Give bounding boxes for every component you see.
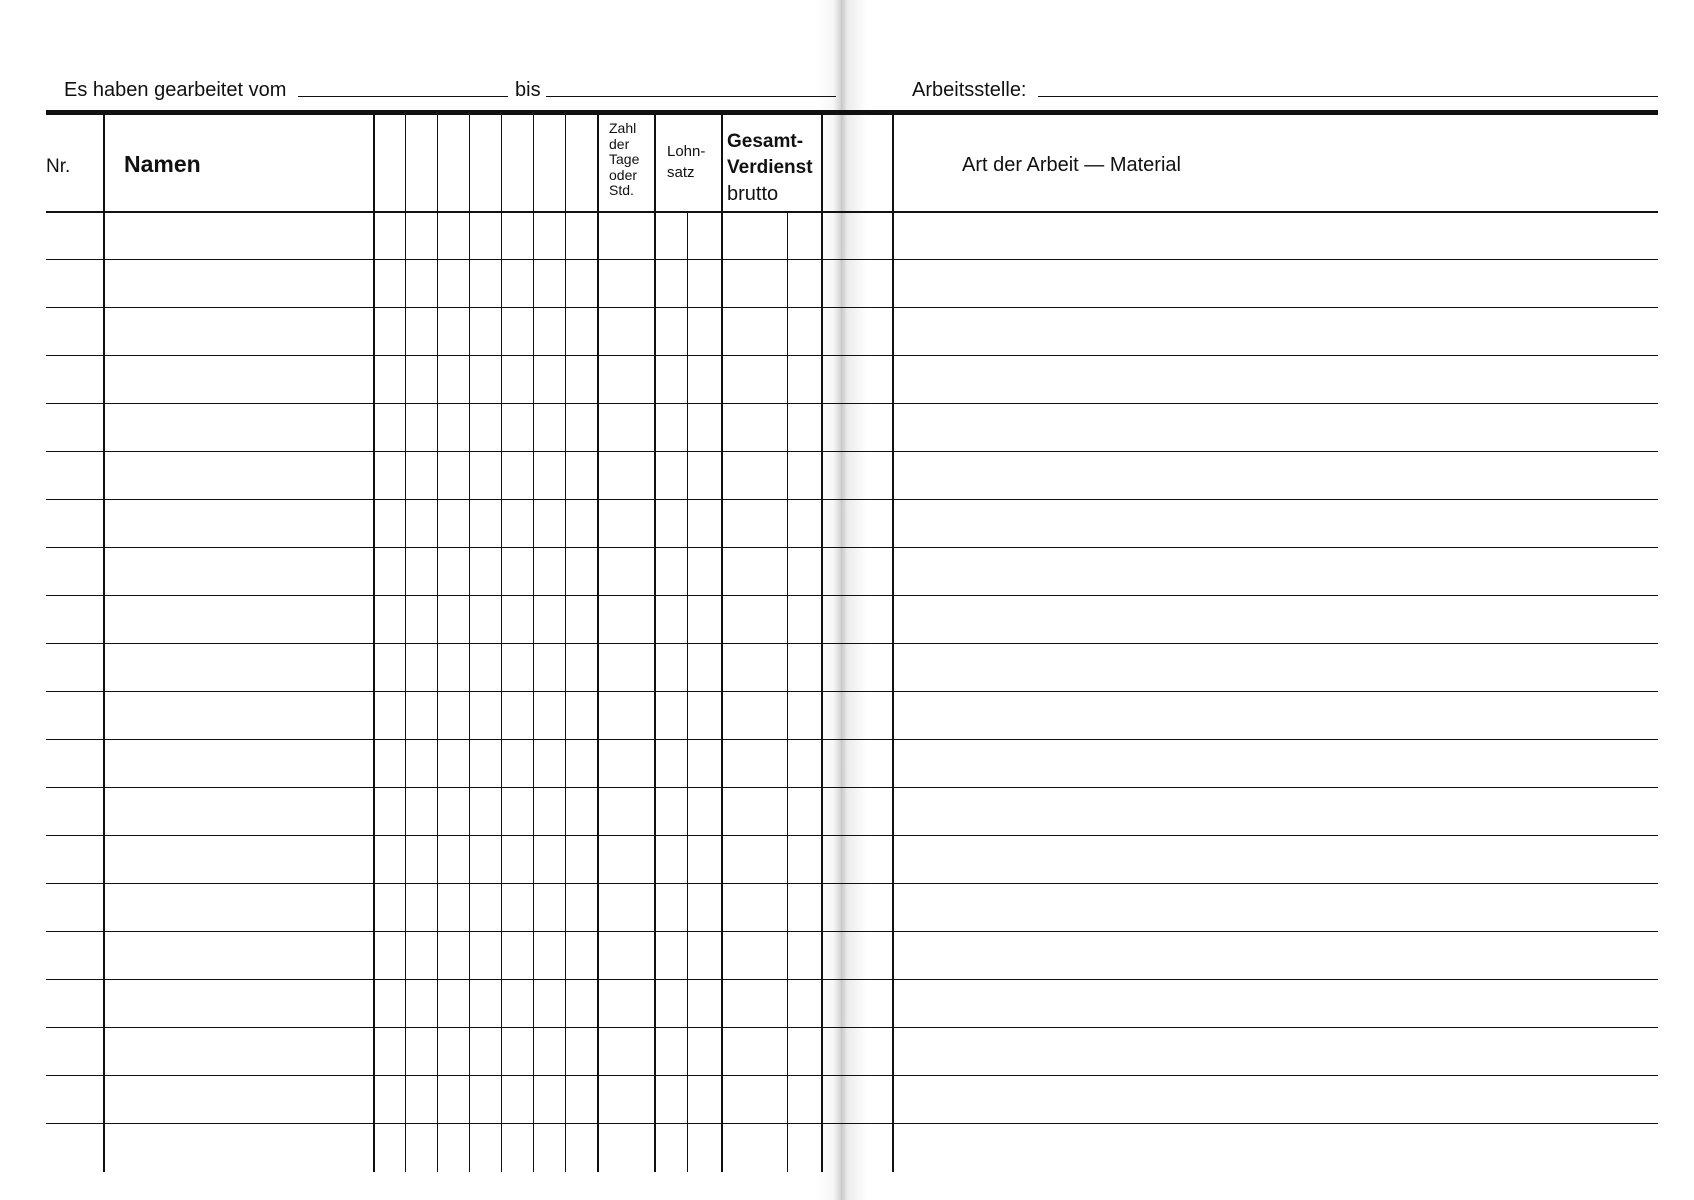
row-line (46, 259, 1658, 260)
row-line (46, 1027, 1658, 1028)
col-day-divider (565, 110, 566, 1172)
wage-rate-header (667, 141, 705, 183)
row-line (46, 307, 1658, 308)
nr-header: Nr. (46, 156, 71, 177)
workplace-label: Arbeitsstelle: (912, 79, 1027, 101)
row-line (46, 499, 1658, 500)
date-until-field[interactable] (546, 96, 836, 97)
col-rate-sub (687, 211, 688, 1172)
days-hours-line-4: oder (609, 166, 638, 183)
col-total-sub (787, 211, 788, 1172)
until-label: bis (515, 79, 541, 101)
row-line (46, 1075, 1658, 1076)
total-earnings-line-2: Verdienst (727, 157, 813, 178)
col-nr-names (103, 110, 105, 1172)
row-line (46, 691, 1658, 692)
row-line (46, 883, 1658, 884)
row-line (46, 979, 1658, 980)
row-line (46, 787, 1658, 788)
total-earnings-header (727, 129, 813, 207)
col-day-divider (437, 110, 438, 1172)
row-line (46, 451, 1658, 452)
col-right-page-margin (892, 110, 894, 1172)
col-day-divider (501, 110, 502, 1172)
row-line (46, 403, 1658, 404)
workplace-field[interactable] (1038, 96, 1658, 97)
col-rate-total (721, 110, 723, 1172)
total-earnings-line-1: Gesamt- (727, 131, 804, 152)
days-hours-line-2: der (609, 135, 630, 152)
col-days-count (597, 110, 599, 1172)
names-header: Namen (124, 151, 201, 177)
days-hours-line-1: Zahl (609, 120, 637, 136)
header-bottom-rule (46, 211, 1658, 213)
col-names-days (373, 110, 375, 1172)
row-line (46, 931, 1658, 932)
days-hours-line-3: Tage (609, 151, 640, 167)
row-line (46, 595, 1658, 596)
col-day-divider (533, 110, 534, 1172)
row-line (46, 355, 1658, 356)
days-hours-line-5: Std. (609, 182, 634, 198)
col-count-rate (654, 110, 656, 1172)
wage-rate-line-2: satz (667, 164, 695, 181)
row-line (46, 835, 1658, 836)
days-hours-header (609, 121, 639, 199)
row-line (46, 739, 1658, 740)
date-from-field[interactable] (298, 96, 508, 97)
wage-rate-line-1: Lohn- (667, 143, 706, 160)
col-total-end (821, 110, 823, 1172)
row-line (46, 547, 1658, 548)
col-day-divider (469, 110, 470, 1172)
row-line (46, 643, 1658, 644)
top-rule (46, 110, 1658, 115)
row-line (46, 1123, 1658, 1124)
work-type-material-header: Art der Arbeit — Material (962, 154, 1181, 176)
col-day-divider (405, 110, 406, 1172)
total-earnings-line-3: brutto (727, 183, 779, 205)
worked-from-label: Es haben gearbeitet vom (64, 79, 287, 101)
